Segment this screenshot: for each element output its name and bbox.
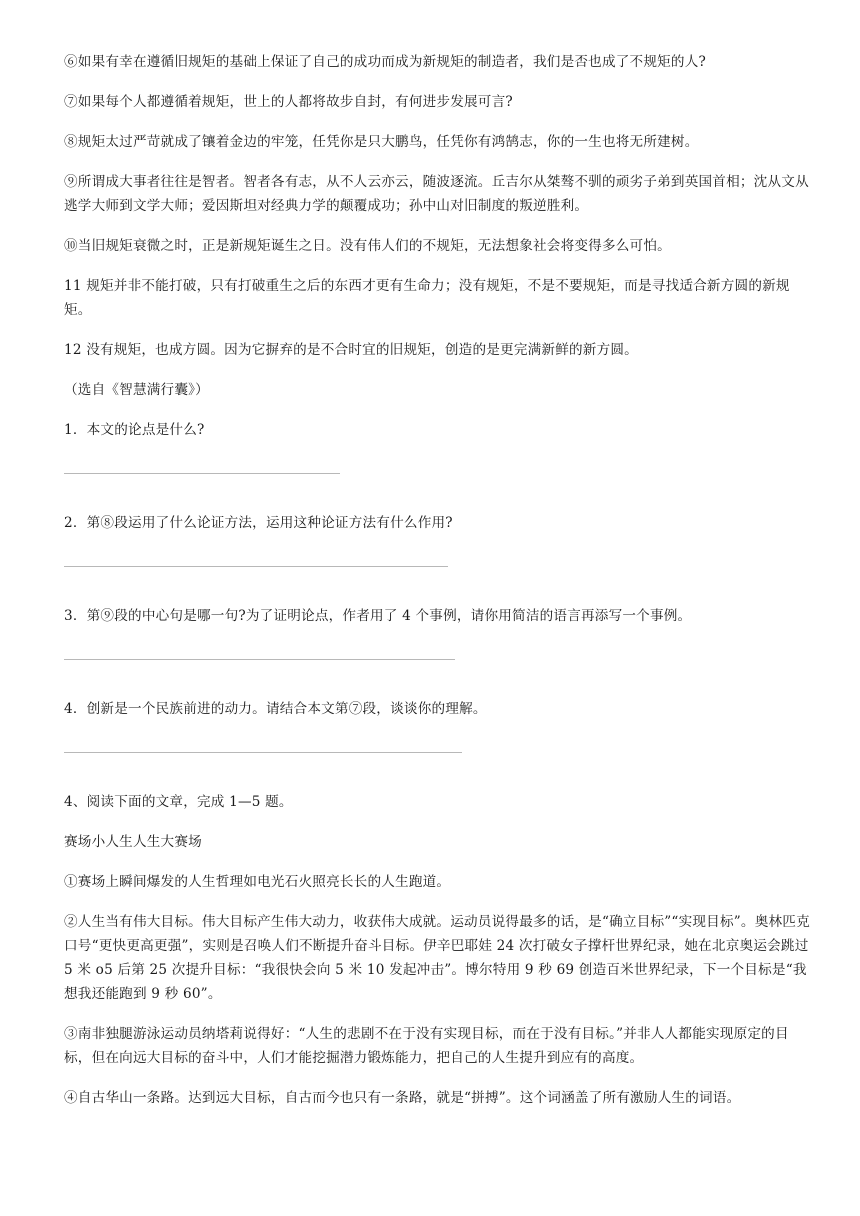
paragraph-12: 12 没有规矩，也成方圆。因为它摒弃的是不合时宜的旧规矩，创造的是更完满新鲜的新方圆。 <box>64 342 638 358</box>
question-3: 3．第⑨段的中心句是哪一句?为了证明论点，作者用了 4 个事例，请你用简洁的语言再添写一个事例。 <box>64 608 692 624</box>
answer-line-3[interactable] <box>64 659 455 660</box>
article-paragraph-2: ②人生当有伟大目标。伟大目标产生伟大动力，收获伟大成就。运动员说得最多的话，是“确立目标”“实现目标”。奥林匹克口号“更快更高更强”，实则是召唤人们不断提升奋斗目标。伊辛巴耶娃 24 次打破女子撑杆世界纪录，她在北京奥运会跳过 5 米 o5 后第 25 次提升目标：“我很快会向 5 米 10 发起冲击”。博尔特用 9 秒 69 创造百米世界纪录，下一个目标是“我想我还能跑到 9 秒 60”。 <box>64 914 810 1002</box>
paragraph-10: ⑩当旧规矩衰微之时，正是新规矩诞生之日。没有伟人们的不规矩，无法想象社会将变得多么可怕。 <box>64 238 671 254</box>
question-1: 1．本文的论点是什么? <box>64 422 205 438</box>
section-instruction: 4、阅读下面的文章，完成 1—5 题。 <box>64 794 293 810</box>
paragraph-9: ⑨所谓成大事者往往是智者。智者各有志，从不人云亦云，随波逐流。丘吉尔从桀骜不驯的顽劣子弟到英国首相；沈从文从逃学大师到文学大师；爱因斯坦对经典力学的颠覆成功；孙中山对旧制度的叛逆胜利。 <box>64 174 809 214</box>
article-paragraph-1: ①赛场上瞬间爆发的人生哲理如电光石火照亮长长的人生跑道。 <box>64 874 451 890</box>
source-note: （选自《智慧满行囊》） <box>64 382 209 398</box>
answer-line-4[interactable] <box>64 752 462 753</box>
paragraph-8: ⑧规矩太过严苛就成了镶着金边的牢笼，任凭你是只大鹏鸟，任凭你有鸿鹄志，你的一生也将无所建树。 <box>64 134 699 150</box>
paragraph-6: ⑥如果有幸在遵循旧规矩的基础上保证了自己的成功而成为新规矩的制造者，我们是否也成了不规矩的人? <box>64 54 706 70</box>
document-page <box>64 50 810 1126</box>
question-4: 4．创新是一个民族前进的动力。请结合本文第⑦段，谈谈你的理解。 <box>64 701 487 717</box>
article-paragraph-3: ③南非独腿游泳运动员纳塔莉说得好：“人生的悲剧不在于没有实现目标，而在于没有目标。”并非人人都能实现原定的目标，但在向远大目标的奋斗中，人们才能挖掘潜力锻炼能力，把自己的人生提升到应有的高度。 <box>64 1026 789 1066</box>
paragraph-11: 11 规矩并非不能打破，只有打破重生之后的东西才更有生命力；没有规矩，不是不要规矩，而是寻找适合新方圆的新规矩。 <box>64 278 790 318</box>
answer-line-2[interactable] <box>64 566 448 567</box>
article-title: 赛场小人生人生大赛场 <box>64 834 202 850</box>
question-2: 2．第⑧段运用了什么论证方法，运用这种论证方法有什么作用? <box>64 515 453 531</box>
paragraph-7: ⑦如果每个人都遵循着规矩，世上的人都将故步自封，有何进步发展可言? <box>64 94 513 110</box>
article-paragraph-4: ④自古华山一条路。达到远大目标，自古而今也只有一条路，就是“拼搏”。这个词涵盖了所有激励人生的词语。 <box>64 1090 741 1106</box>
answer-line-1[interactable] <box>64 473 340 474</box>
